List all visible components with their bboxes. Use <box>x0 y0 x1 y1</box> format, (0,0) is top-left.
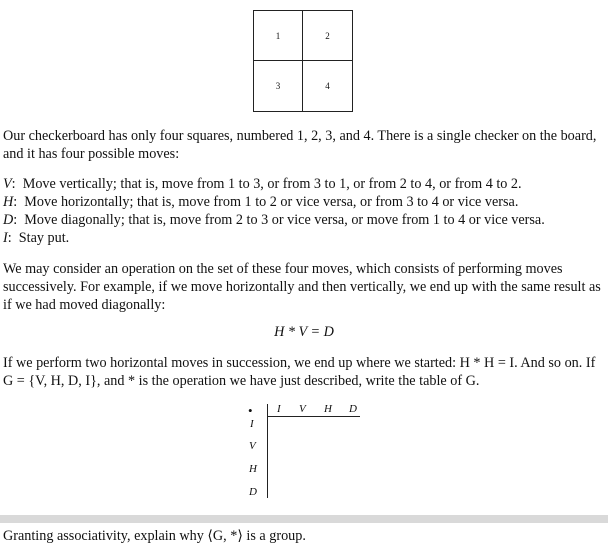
move-key: V <box>3 176 12 192</box>
intro-paragraph <box>3 127 607 163</box>
intro-line-2: and it has four possible moves: <box>3 146 180 162</box>
board-square-3: 3 <box>254 61 303 111</box>
intro-line-1: Our checkerboard has only four squares, numbered 1, 2, 3, and 4. There is a single checker on the board, <box>3 128 597 144</box>
instruction-paragraph <box>3 354 607 390</box>
move-i: I: Stay put. <box>3 230 70 246</box>
move-text: Move vertically; that is, move from 1 to 3, or from 3 to 1, or from 2 to 4, or from 4 to 2. <box>22 176 522 192</box>
move-key: D <box>3 212 14 228</box>
col-header: D <box>349 403 357 415</box>
move-key: H <box>3 194 14 210</box>
move-key: I <box>3 230 8 246</box>
board-square-4: 4 <box>325 81 330 91</box>
move-h: H: Move horizontally; that is, move from 1 to 2 or vice versa, or from 3 to 4 or vice versa. <box>3 194 519 210</box>
instruction-line-2: G = {V, H, D, I}, and * is the operation we have just described, write the table of G. <box>3 373 480 389</box>
move-text: Move horizontally; that is, move from 1 to 2 or vice versa, or from 3 to 4 or vice versa. <box>24 194 519 210</box>
move-text: Stay put. <box>18 230 70 246</box>
col-header: V <box>299 403 306 415</box>
move-text: Move diagonally; that is, move from 2 to 3 or vice versa, or move from 1 to 4 or vice versa. <box>24 212 545 228</box>
operation-line-2: successively. For example, if we move horizontally and then vertically, we end up with the same result as <box>3 279 601 295</box>
col-header: I <box>277 403 281 415</box>
operation-line-3: if we had moved diagonally: <box>3 297 166 313</box>
table-operator: • <box>248 403 253 418</box>
row-header: V <box>249 440 256 452</box>
move-d: D: Move diagonally; that is, move from 2 to 3 or vice versa, or move from 1 to 4 or vice versa. <box>3 212 545 228</box>
row-header: I <box>250 418 254 430</box>
row-header: H <box>249 463 257 475</box>
checkerboard-figure <box>253 10 353 112</box>
col-header: H <box>324 403 332 415</box>
table-vertical-rule <box>267 404 268 498</box>
footer-question: Granting associativity, explain why ⟨G, *⟩ is a group. <box>3 528 306 544</box>
equation: H * V = D <box>274 324 334 340</box>
footer-divider <box>0 515 608 523</box>
board-square-1: 1 <box>254 11 303 61</box>
move-v: V: Move vertically; that is, move from 1 to 3, or from 3 to 1, or from 2 to 4, or from 4 to 2. <box>3 176 522 192</box>
instruction-line-1: If we perform two horizontal moves in succession, we end up where we started: H * H = I. And so on. If <box>3 355 596 371</box>
board-square-2: 2 <box>303 11 352 61</box>
operation-paragraph <box>3 260 607 314</box>
row-header: D <box>249 486 257 498</box>
operation-line-1: We may consider an operation on the set of these four moves, which consists of performing moves <box>3 261 563 277</box>
operation-table <box>240 400 370 500</box>
table-horizontal-rule <box>267 416 360 417</box>
